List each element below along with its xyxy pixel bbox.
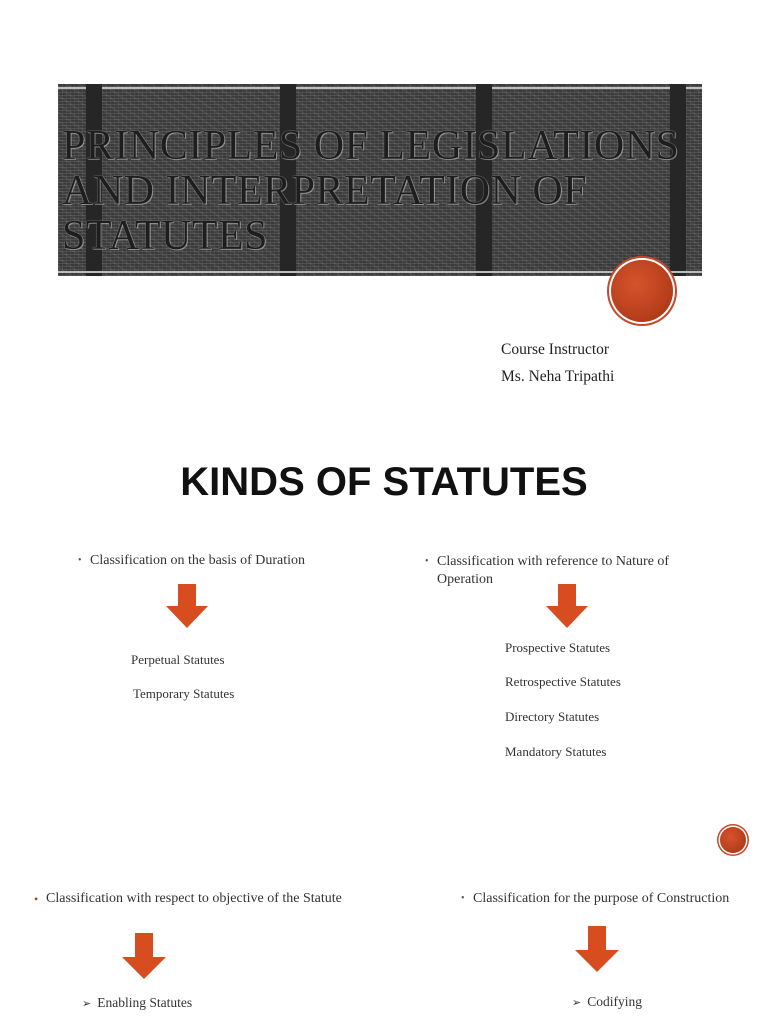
arrowhead-bullet-icon: ➢ xyxy=(572,997,582,1009)
down-arrow-icon xyxy=(575,926,619,972)
slide-classification xyxy=(0,810,768,1024)
list-item xyxy=(572,994,642,1010)
bullet-dot-icon: • xyxy=(461,893,465,904)
bullet-text: Classification on the basis of Duration xyxy=(90,553,306,568)
bullet-dot-icon: • xyxy=(425,556,429,567)
bullet-duration xyxy=(78,552,360,570)
bullet-text: Classification with reference to Nature of Operation xyxy=(437,554,670,587)
list-item-text: Codifying xyxy=(587,994,642,1009)
slide-title-text: PRINCIPLES OF LEGISLATIONS AND INTERPRETATION OF STATUTES xyxy=(62,123,680,259)
instructor-block xyxy=(501,336,614,390)
bullet-objective xyxy=(34,890,406,908)
down-arrow-icon xyxy=(166,584,208,628)
arrowhead-bullet-icon: ➢ xyxy=(82,998,92,1010)
bullet-text: Classification for the purpose of Construction xyxy=(473,891,730,906)
banner-top-line xyxy=(58,87,702,89)
list-item: Mandatory Statutes xyxy=(505,744,607,759)
down-arrow-icon xyxy=(546,584,588,628)
instructor-name: Ms. Neha Tripathi xyxy=(501,368,615,385)
instructor-label: Course Instructor xyxy=(501,341,610,358)
list-item: Retrospective Statutes xyxy=(505,674,621,689)
list-item-text: Enabling Statutes xyxy=(97,995,193,1010)
list-item xyxy=(82,995,192,1011)
list-item: Perpetual Statutes xyxy=(131,652,225,667)
bullet-construction xyxy=(461,890,753,908)
list-item: Prospective Statutes xyxy=(505,640,611,655)
bullet-text: Classification with respect to objective of the Statute xyxy=(46,891,342,906)
banner-bottom-line xyxy=(58,271,702,273)
list-item: Temporary Statutes xyxy=(133,686,235,701)
list-item: Directory Statutes xyxy=(505,709,600,724)
decorative-circle-icon xyxy=(720,827,746,853)
slide-heading: KINDS OF STATUTES xyxy=(180,460,588,504)
bullet-dot-icon: • xyxy=(34,892,39,906)
slide-title xyxy=(0,0,768,420)
bullet-dot-icon: • xyxy=(78,555,82,566)
down-arrow-icon xyxy=(122,933,166,979)
decorative-circle-icon xyxy=(611,260,673,322)
